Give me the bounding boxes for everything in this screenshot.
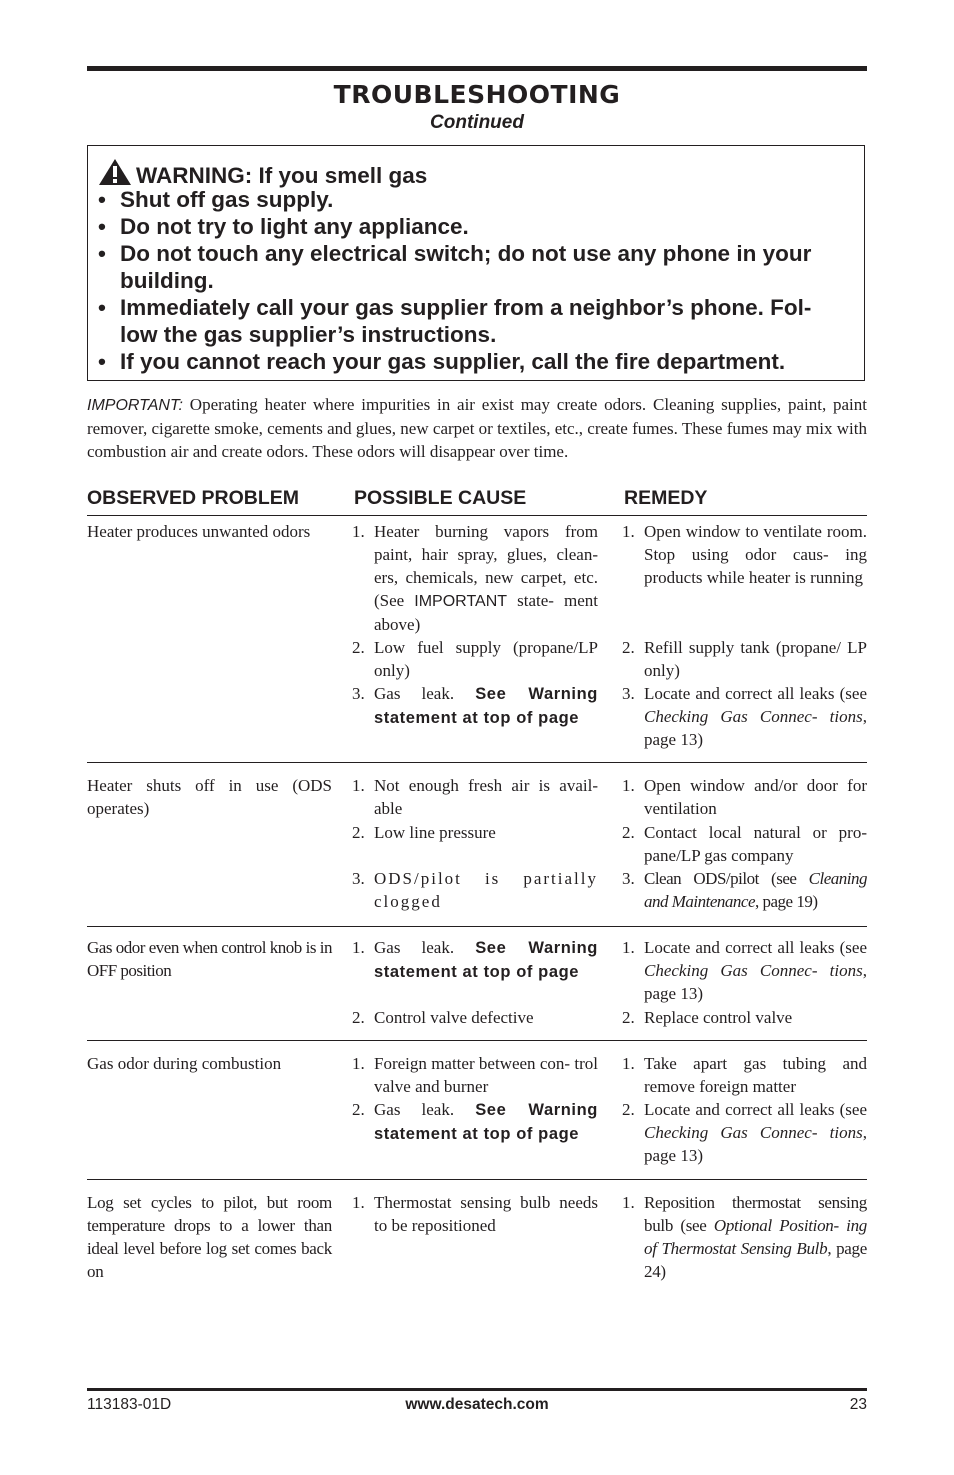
warning-box bbox=[87, 145, 865, 381]
bottom-rule bbox=[87, 1388, 867, 1391]
warning-list bbox=[98, 186, 858, 375]
warning-bullet: • Do not touch any electrical switch; do not use any phone in your building. bbox=[98, 241, 812, 293]
website-url: www.desatech.com bbox=[405, 1396, 549, 1413]
problem-cell: Log set cycles to pilot, but room temperature drops to a lower than ideal level before log set comes back on bbox=[87, 1193, 332, 1281]
header-possible-cause: POSSIBLE CAUSE bbox=[354, 487, 527, 509]
page-subtitle: Continued bbox=[430, 112, 524, 133]
header-observed-problem: OBSERVED PROBLEM bbox=[87, 487, 300, 509]
warning-heading-text: WARNING: If you smell gas bbox=[136, 163, 428, 188]
important-text: Operating heater where impurities in air exist may create odors. Cleaning supplies, paint, paint remover, cigarette smoke, cements and glues, new carpet or textiles, etc., create fumes. These fumes may mix with combustion air and create odors. These odors will disappear over time. bbox=[87, 395, 867, 461]
warning-heading bbox=[98, 158, 427, 189]
warning-bullet: • Do not try to light any appliance. bbox=[98, 214, 469, 239]
problem-cell: Gas odor even when control knob is in OFF position bbox=[87, 938, 332, 980]
warning-bullet: • If you cannot reach your gas supplier, call the fire department. bbox=[98, 349, 786, 374]
header-rule bbox=[87, 515, 867, 516]
warning-bullet: • Shut off gas supply. bbox=[98, 187, 334, 212]
important-lead: IMPORTANT: bbox=[87, 397, 183, 414]
warning-triangle-icon bbox=[98, 158, 132, 186]
page-title: TROUBLESHOOTING bbox=[333, 80, 621, 109]
row-divider bbox=[87, 926, 867, 927]
top-rule bbox=[87, 66, 867, 71]
problem-cell: Heater produces unwanted odors bbox=[87, 522, 311, 541]
row-divider bbox=[87, 1179, 867, 1180]
row-divider bbox=[87, 1040, 867, 1041]
important-note bbox=[87, 393, 867, 463]
page-number: 23 bbox=[849, 1396, 867, 1413]
problem-cell: Gas odor during combustion bbox=[87, 1054, 282, 1073]
problem-cell: Heater shuts off in use (ODS operates) bbox=[87, 776, 332, 818]
header-remedy: REMEDY bbox=[624, 487, 708, 509]
warning-bullet: • Immediately call your gas supplier from a neighbor’s phone. Fol- low the gas supplier’s instructions. bbox=[98, 295, 812, 347]
row-divider bbox=[87, 762, 867, 763]
cause-item: 1. Heater burning vapors from paint, hair spray, glues, clean- ers, chemicals, new carpet, etc. (See IMPORTANT state- ment above) bbox=[352, 522, 598, 634]
doc-number: 113183-01D bbox=[87, 1396, 172, 1413]
